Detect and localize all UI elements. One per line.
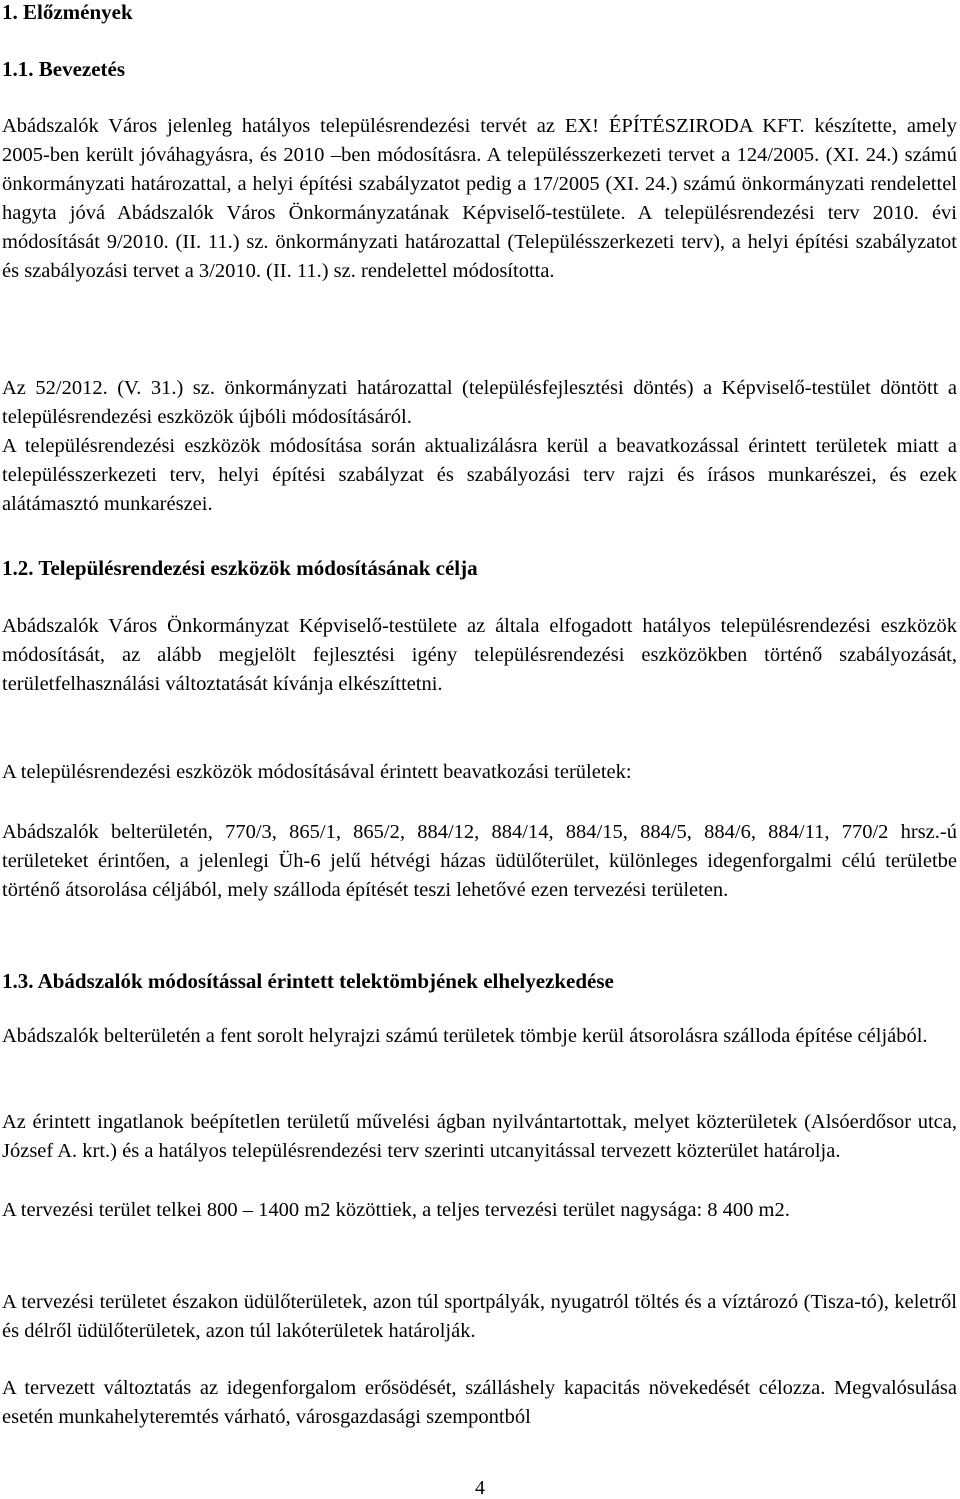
paragraph-areas-list: Abádszalók belterületén, 770/3, 865/1, 865/2, 884/12, 884/14, 884/15, 884/5, 884/6, 884/11, 770/2 hrsz.-ú területeket érintően, a jelenlegi Üh-6 jelű hétvégi házas üdülőterület, különleges idegenforgalmi célú területbe történő átsorolása céljából, mely szálloda építését teszi lehetővé ezen tervezési területen. xyxy=(2,821,957,901)
paragraph-block: Abádszalók belterületén a fent sorolt helyrajzi számú területek tömbje kerül átsorolásra szálloda építése céljából. xyxy=(2,1025,928,1047)
paragraph-properties: Az érintett ingatlanok beépítetlen területű művelési ágban nyilvántartottak, melyet közterületek (Alsóerdősor utca, József A. krt.) és a hatályos településrendezési terv szerinti utcanyitással tervezett közterület határolja. xyxy=(2,1111,957,1162)
page-number: 4 xyxy=(475,1477,485,1499)
paragraph-plot-size: A tervezési terület telkei 800 – 1400 m2 közöttiek, a teljes tervezési terület nagysága: 8 400 m2. xyxy=(2,1199,790,1221)
paragraph-goal: Abádszalók Város Önkormányzat Képviselő-testülete az általa elfogadott hatályos településrendezési eszközök módosítását, az alább megjelölt fejlesztési igény településrendezési eszközökben történő szabályozását, területfelhasználási változtatását kívánja elkészíttetni. xyxy=(2,615,957,695)
paragraph-goal-tourism: A tervezett változtatás az idegenforgalom erősödését, szálláshely kapacitás növekedését célozza. Megvalósulása esetén munkahelyteremtés várható, városgazdasági szempontból xyxy=(2,1377,957,1428)
paragraph-surroundings: A tervezési területet északon üdülőterületek, azon túl sportpályák, nyugatról töltés és a víztározó (Tisza-tó), keletről és délről üdülőterületek, azon túl lakóterületek határolják. xyxy=(2,1291,957,1342)
paragraph-history: Abádszalók Város jelenleg hatályos településrendezési tervét az EX! ÉPÍTÉSZIRODA KFT. készítette, amely 2005-ben került jóváhagyásra, és 2010 –ben módosításra. A településszerkezeti tervet a 124/2005. (XI. 24.) számú önkormányzati határozattal, a helyi építési szabályzatot pedig a 17/2005 (XI. 24.) számú önkormányzati rendelettel hagyta jóvá Abádszalók Város Önkormányzatának Képviselő-testülete. A településrendezési terv 2010. évi módosítását 9/2010. (II. 11.) sz. önkormányzati határozattal (Településszerkezeti terv), a helyi építési szabályzatot és szabályozási tervet a 3/2010. (II. 11.) sz. rendelettel módosította. xyxy=(2,115,957,282)
paragraph-update-scope: A településrendezési eszközök módosítása során aktualizálásra kerül a beavatkozással érintett területek miatt a településszerkezeti terv, helyi építési szabályzat és szabályozási terv rajzi és írásos munkarészei, és ezek alátámasztó munkarészei. xyxy=(2,435,957,515)
heading-location: 1.3. Abádszalók módosítással érintett telektömbjének elhelyezkedése xyxy=(2,969,614,993)
paragraph-areas-intro: A településrendezési eszközök módosításával érintett beavatkozási területek: xyxy=(2,761,632,783)
heading-elozmenyek: 1. Előzmények xyxy=(2,0,133,24)
heading-bevezetes: 1.1. Bevezetés xyxy=(2,57,126,81)
heading-goal: 1.2. Településrendezési eszközök módosításának célja xyxy=(2,556,478,580)
paragraph-decision: Az 52/2012. (V. 31.) sz. önkormányzati határozattal (településfejlesztési döntés) a Képviselő-testület döntött a településrendezési eszközök újbóli módosításáról. xyxy=(2,377,957,428)
